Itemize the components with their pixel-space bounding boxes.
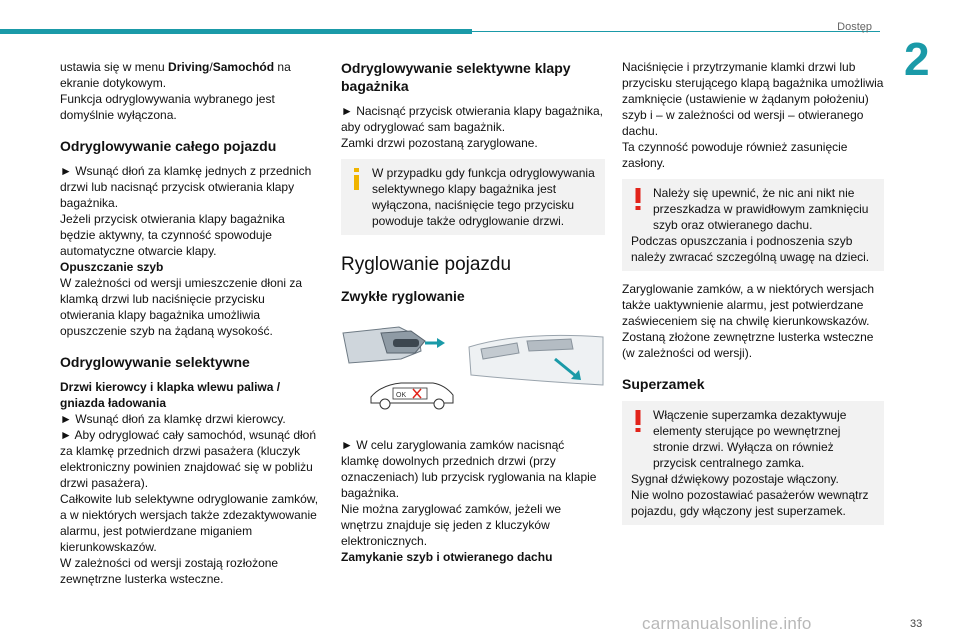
paragraph: Ta czynność powoduje również zasunięcie zasłony. [622, 140, 848, 170]
paragraph: Całkowite lub selektywne odryglowanie zamków, a w niektórych wersjach także zdezaktywowanie alarmu, jest potwierdzane miganiem kierunkowskazów. [60, 492, 319, 554]
paragraph: Zaryglowanie zamków, a w niektórych wersjach także uaktywnienie alarmu, jest potwierdzane zaświeceniem się na chwilę kierunkowskazów. [622, 282, 875, 328]
info-note: W przypadku gdy funkcja odryglowywania selektywnego klapy bagażnika jest wyłączona, naciśnięcie tego przycisku powoduje także odryglowanie drzwi. [341, 159, 605, 235]
paragraph: ustawia się w menu Driving/Samochód na ekranie dotykowym. [60, 60, 291, 90]
paragraph: ► Wsunąć dłoń za klamkę drzwi kierowcy. [60, 412, 286, 426]
header-accent-bar [0, 29, 472, 34]
paragraph: ► Wsunąć dłoń za klamkę jednych z przednich drzwi lub nacisnąć przycisk otwierania klapy bagażnika. [60, 164, 312, 210]
subheading-closing-windows: Zamykanie szyb i otwieranego dachu [341, 550, 553, 564]
heading-boot-unlock: Odryglowywanie selektywne klapy bagażnika [341, 60, 571, 94]
paragraph: Nie można zaryglować zamków, jeżeli we wnętrzu znajduje się jeden z kluczyków elektronicznych. [341, 502, 562, 548]
paragraph: Zostaną złożone zewnętrzne lusterka wsteczne (w zależności od wersji). [622, 330, 874, 360]
paragraph: W zależności od wersji zostają rozłożone zewnętrzne lusterka wsteczne. [60, 556, 279, 586]
heading-normal-locking: Zwykłe ryglowanie [341, 288, 465, 304]
ok-label: OK [396, 392, 407, 399]
heading-superlock: Superzamek [622, 376, 705, 392]
heading-locking: Ryglowanie pojazdu [341, 254, 512, 275]
subheading-windows: Opuszczanie szyb [60, 260, 164, 274]
paragraph: Funkcja odryglowywania wybranego jest domyślnie wyłączona. [60, 92, 275, 122]
warning-icon [632, 188, 644, 210]
section-title: Dostęp [837, 21, 872, 33]
heading-selective-unlock: Odryglowywanie selektywne [60, 354, 250, 370]
paragraph: ► Aby odryglować cały samochód, wsunąć dłoń za klamkę przednich drzwi pasażera (kluczyk elektroniczny powinien znajdować się w pobliżu drzwi pasażera). [60, 428, 317, 490]
column-middle [341, 59, 605, 565]
warning-note: Włączenie superzamka dezaktywuje elementy sterujące po wewnętrznej stronie drzwi. Wyłącza on również przycisk centralnego zamka. Sygnał dźwiękowy pozostaje włączony. Nie wolno pozostawiać pasażerów wewnątrz pojazdu, gdy włączony jest superzamek. [622, 401, 884, 525]
chapter-number: 2 [904, 33, 930, 85]
warning-note: Należy się upewnić, że nic ani nikt nie przeszkadza w prawidłowym zamknięciu szyb oraz otwieranego dachu. Podczas opuszczania i podnoszenia szyb należy zwracać szczególną uwagę na dzieci. [622, 179, 884, 271]
subheading-driver-door: Drzwi kierowcy i klapka wlewu paliwa / gniazda ładowania [60, 380, 281, 410]
header-rule [472, 31, 880, 32]
warning-icon [632, 410, 644, 432]
column-right [622, 59, 884, 535]
paragraph: ► W celu zaryglowania zamków nacisnąć klamkę dowolnych przednich drzwi (przy oznaczeniach) lub przycisk ryglowania na klapie bagażnika. [341, 438, 597, 500]
paragraph: Jeżeli przycisk otwierania klapy bagażnika będzie aktywny, ta czynność spowoduje automatyczne otwarcie klapy. [60, 212, 285, 258]
door-handle-illustration [341, 319, 605, 419]
paragraph: W zależności od wersji umieszczenie dłoni za klamką drzwi lub naciśnięcie przycisku otwierania klapy bagażnika umożliwia opuszczenie szyb na żądaną wysokość. [60, 276, 303, 338]
column-left [60, 59, 322, 587]
paragraph: Zamki drzwi pozostaną zaryglowane. [341, 136, 538, 150]
watermark: carmanualsonline.info [642, 614, 812, 633]
info-icon [351, 168, 363, 190]
heading-unlock-whole: Odryglowywanie całego pojazdu [60, 138, 277, 154]
paragraph: ► Nacisnąć przycisk otwierania klapy bagażnika, aby odryglować sam bagażnik. [341, 104, 603, 134]
paragraph: Naciśnięcie i przytrzymanie klamki drzwi lub przycisku sterującego klapą bagażnika umożliwia zamknięcie (ustawienie w żądanym położeniu) szyb i – w zależności od wersji – otwieranego dachu. [622, 60, 884, 138]
page-number: 33 [910, 618, 923, 630]
